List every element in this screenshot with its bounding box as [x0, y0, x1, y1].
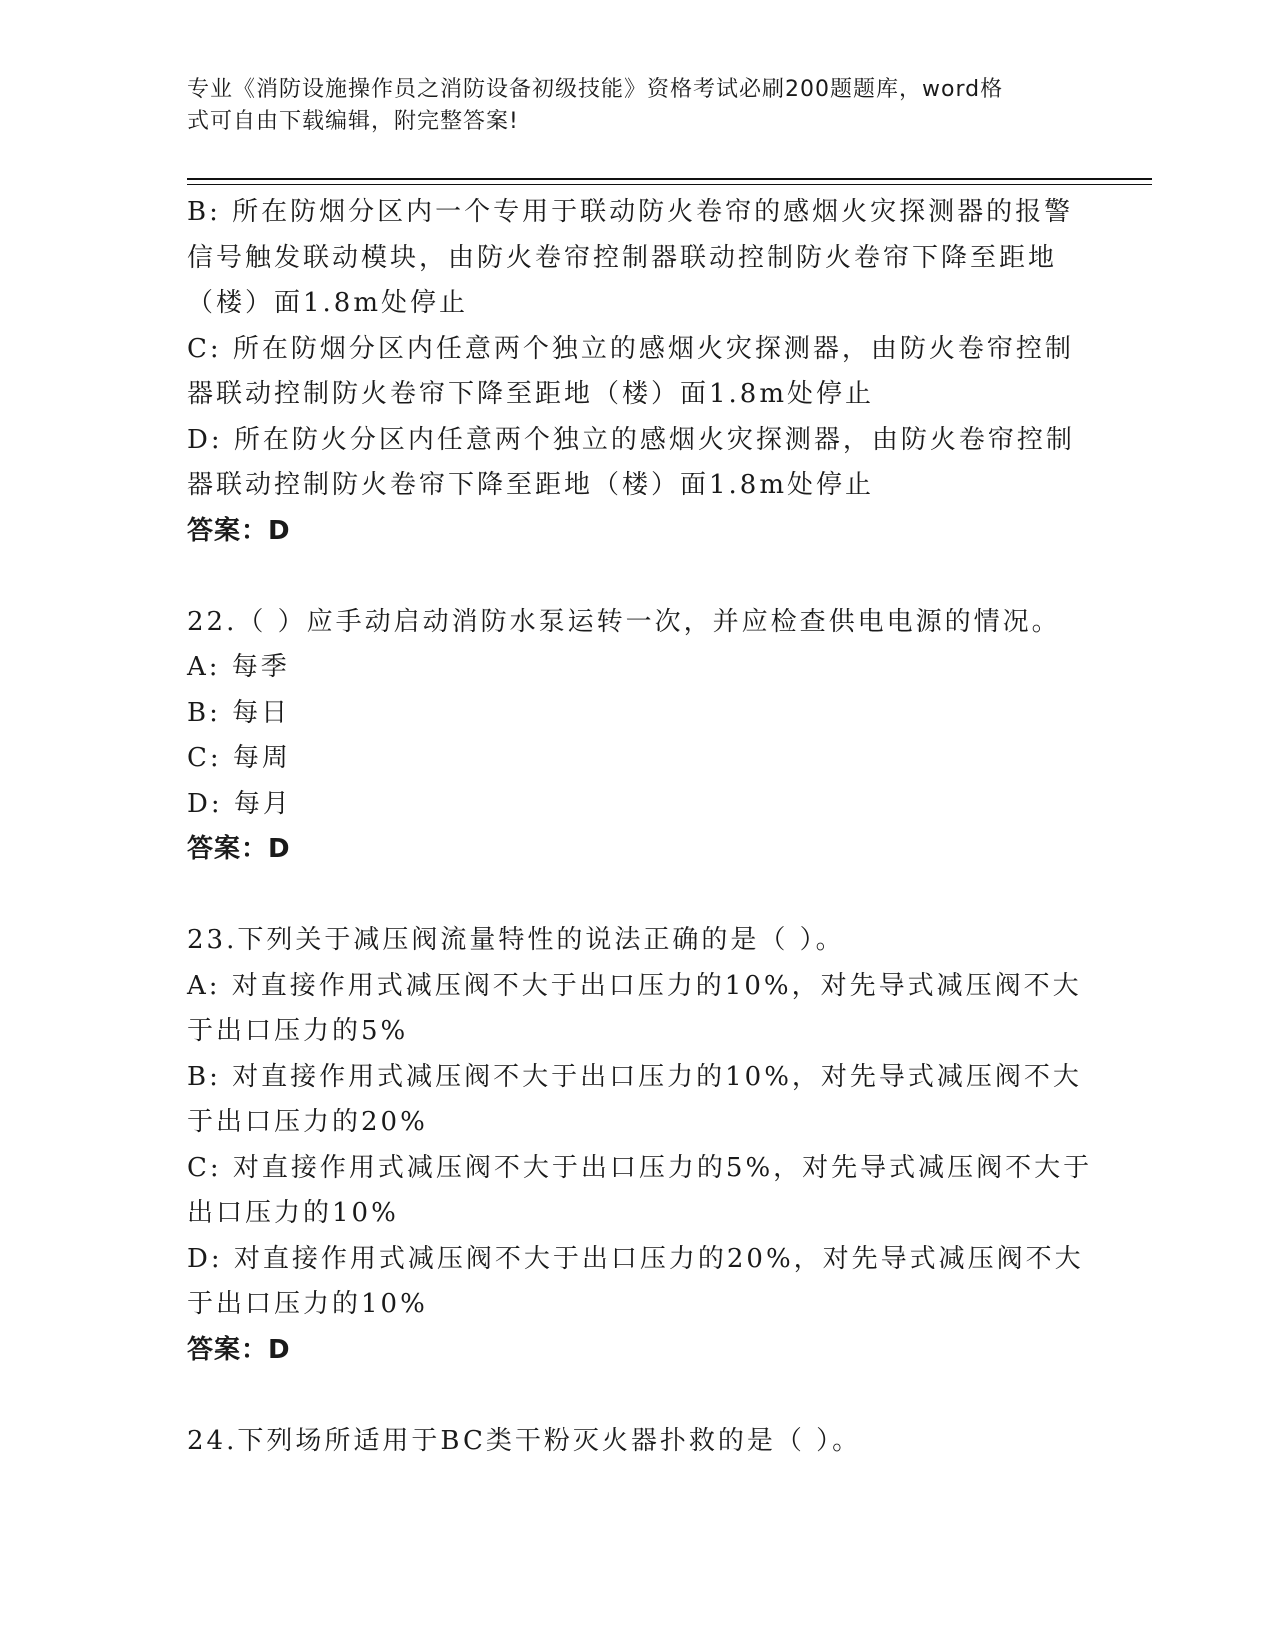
- option-line: A: 对直接作用式减压阀不大于出口压力的10%，对先导式减压阀不大: [187, 970, 1082, 1001]
- option-line: 器联动控制防火卷帘下降至距地（楼）面1.8m处停止: [187, 379, 875, 409]
- option-line: 器联动控制防火卷帘下降至距地（楼）面1.8m处停止: [187, 470, 875, 500]
- option-line: C: 对直接作用式减压阀不大于出口压力的5%，对先导式减压阀不大于: [187, 1152, 1093, 1183]
- header-divider-thick: [187, 178, 1152, 180]
- answer-label: 答案：D: [187, 834, 291, 864]
- answer-label: 答案：D: [187, 515, 291, 546]
- question-21-options: [187, 190, 1087, 554]
- question-stem: 22.（ ）应手动启动消防水泵运转一次，并应检查供电电源的情况。: [187, 606, 1061, 637]
- option-line: 出口压力的10%: [187, 1198, 399, 1228]
- option-line: C: 所在防烟分区内任意两个独立的感烟火灾探测器，由防火卷帘控制: [187, 333, 1074, 364]
- option-c: C: 每周: [187, 743, 291, 773]
- spacer: [187, 873, 1087, 919]
- option-line: 于出口压力的5%: [187, 1016, 409, 1046]
- option-b: B: 每日: [187, 697, 291, 728]
- question-24: [187, 1419, 1087, 1465]
- option-d: D: 每月: [187, 788, 292, 819]
- spacer: [187, 554, 1087, 600]
- option-line: 信号触发联动模块，由防火卷帘控制器联动控制防火卷帘下降至距地: [187, 242, 1058, 273]
- option-a: A: 每季: [187, 652, 290, 682]
- option-line: 于出口压力的20%: [187, 1107, 428, 1137]
- page-header: [187, 74, 1067, 138]
- header-divider-thin: [187, 184, 1152, 185]
- question-stem: 23.下列关于减压阀流量特性的说法正确的是（ ）。: [187, 925, 845, 955]
- spacer: [187, 1373, 1087, 1419]
- question-content: [187, 190, 1093, 1464]
- question-stem: 24.下列场所适用于BC类干粉灭火器扑救的是（ ）。: [187, 1425, 862, 1456]
- option-line: B: 对直接作用式减压阀不大于出口压力的10%，对先导式减压阀不大: [187, 1061, 1082, 1092]
- question-23: [187, 918, 1093, 1373]
- option-line: 于出口压力的10%: [187, 1289, 428, 1319]
- option-line: B: 所在防烟分区内一个专用于联动防火卷帘的感烟火灾探测器的报警: [187, 197, 1074, 227]
- answer-label: 答案：D: [187, 1334, 291, 1365]
- option-line: D: 对直接作用式减压阀不大于出口压力的20%，对先导式减压阀不大: [187, 1243, 1084, 1274]
- header-title-line-1: 专业《消防设施操作员之消防设备初级技能》资格考试必刷200题题库，word格: [187, 77, 1004, 102]
- header-title-line-2: 式可自由下载编辑，附完整答案!: [187, 109, 519, 134]
- question-22: [187, 600, 1087, 873]
- option-line: D: 所在防火分区内任意两个独立的感烟火灾探测器，由防火卷帘控制: [187, 424, 1075, 455]
- option-line: （楼）面1.8m处停止: [187, 288, 469, 318]
